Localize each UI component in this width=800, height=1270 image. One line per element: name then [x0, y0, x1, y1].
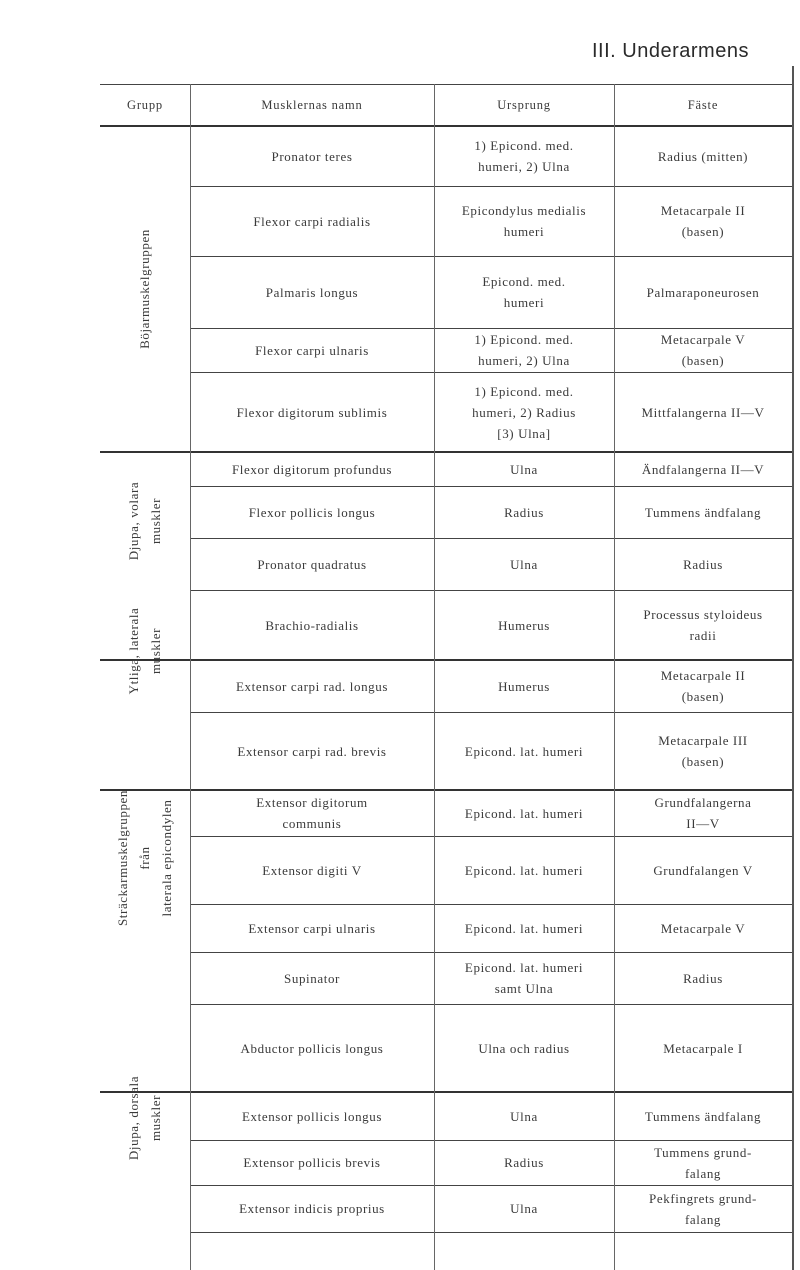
- insertion-cell: Grundfalangerna II—V: [654, 795, 752, 831]
- muscle-name-cell: Flexor digitorum sublimis: [236, 404, 388, 420]
- insertion-cell: Pekfingrets grund- falang: [649, 1190, 757, 1227]
- group-label: [100, 452, 190, 590]
- insertion-cell: Metacarpale V: [660, 920, 746, 936]
- origin-cell: Ulna: [510, 461, 538, 477]
- insertion-cell: Palmaraponeurosen: [646, 284, 760, 300]
- origin-cell: Radius: [504, 1155, 544, 1170]
- header-group: Grupp: [127, 97, 163, 112]
- group-label-text: Ytliga, laterala muskler: [126, 607, 163, 695]
- origin-cell: Ulna: [510, 1201, 538, 1216]
- group-label-text: Sträckarmuskelgruppen från laterala epicondylen: [115, 789, 174, 927]
- origin-cell: Ulna och radius: [478, 1040, 570, 1056]
- muscle-name-cell: Palmaris longus: [265, 284, 359, 300]
- muscle-name-cell: Extensor indicis proprius: [239, 1201, 385, 1216]
- insertion-cell: Radius (mitten): [657, 148, 749, 164]
- origin-cell: Epicond. lat. humeri: [464, 805, 584, 821]
- origin-cell: 1) Epicond. med. humeri, 2) Ulna: [474, 332, 574, 368]
- header-muscle-name: Musklernas namn: [261, 97, 363, 112]
- insertion-cell: Grundfalangen V: [653, 862, 753, 878]
- muscle-name-cell: Extensor carpi rad. brevis: [237, 743, 387, 759]
- insertion-cell: Metacarpale V (basen): [660, 332, 746, 368]
- muscle-name-cell: Flexor pollicis longus: [248, 504, 376, 520]
- origin-cell: Epicond. lat. humeri: [464, 743, 584, 759]
- muscle-name-cell: Extensor digiti V: [262, 862, 362, 878]
- muscle-name-cell: Extensor carpi rad. longus: [235, 678, 389, 694]
- group-label-text: Djupa, dorsala muskler: [126, 1075, 163, 1161]
- muscle-name-cell: Extensor digitorum communis: [256, 795, 368, 831]
- page-title: III. Underarmens: [592, 40, 749, 62]
- origin-cell: 1) Epicond. med. humeri, 2) Radius [3) Ulna]: [472, 383, 576, 441]
- insertion-cell: Ändfalangerna II—V: [641, 461, 765, 477]
- origin-cell: Epicond. lat. humeri samt Ulna: [464, 960, 584, 996]
- page-frame-right: [792, 66, 794, 1270]
- group-label: [100, 590, 190, 712]
- muscle-name-cell: Flexor digitorum profundus: [231, 461, 393, 477]
- insertion-cell: Metacarpale I: [663, 1040, 743, 1056]
- muscle-name-cell: Pronator quadratus: [257, 556, 367, 572]
- origin-cell: Epicond. lat. humeri: [464, 862, 584, 878]
- insertion-cell: Radius: [683, 556, 723, 572]
- group-label-text: Djupa, volara muskler: [126, 481, 163, 561]
- insertion-cell: Metacarpale III (basen): [658, 733, 748, 769]
- insertion-cell: Processus styloideus radii: [643, 607, 763, 643]
- origin-cell: Radius: [504, 504, 544, 520]
- table-rule: [190, 1232, 792, 1233]
- insertion-cell: Tummens ändfalang: [644, 504, 762, 520]
- origin-cell: Ulna: [510, 556, 538, 572]
- insertion-cell: Radius: [683, 970, 723, 986]
- origin-cell: Humerus: [498, 678, 550, 694]
- muscle-name-cell: Extensor carpi ulnaris: [248, 920, 376, 936]
- muscle-name-cell: Abductor pollicis longus: [240, 1040, 384, 1056]
- muscle-name-cell: Flexor carpi radialis: [253, 213, 371, 229]
- muscle-name-cell: Pronator teres: [271, 148, 353, 164]
- origin-cell: Epicond. lat. humeri: [464, 920, 584, 936]
- group-label: [100, 1004, 190, 1232]
- header-insertion: Fäste: [687, 97, 719, 112]
- muscle-name-cell: Supinator: [284, 970, 340, 986]
- muscle-name-cell: Brachio-radialis: [265, 617, 359, 633]
- origin-cell: Humerus: [498, 617, 550, 633]
- muscle-name-cell: Extensor pollicis brevis: [243, 1155, 381, 1170]
- insertion-cell: Metacarpale II (basen): [660, 668, 746, 704]
- insertion-cell: Metacarpale II (basen): [660, 203, 746, 239]
- insertion-cell: Mittfalangerna II—V: [641, 404, 765, 420]
- origin-cell: Epicond. med. humeri: [482, 274, 566, 310]
- table-rule: [100, 84, 792, 85]
- origin-cell: Epicondylus medialis humeri: [461, 203, 587, 239]
- group-label: [100, 712, 190, 1004]
- origin-cell: 1) Epicond. med. humeri, 2) Ulna: [474, 138, 574, 174]
- insertion-cell: Tummens ändfalang: [644, 1108, 762, 1124]
- header-origin: Ursprung: [497, 97, 551, 112]
- insertion-cell: Tummens grund- falang: [654, 1144, 752, 1181]
- muscle-name-cell: Extensor pollicis longus: [241, 1108, 383, 1124]
- muscle-name-cell: Flexor carpi ulnaris: [255, 342, 369, 358]
- group-label-text: Böjarmuskelgruppen: [137, 229, 152, 349]
- group-label: [100, 126, 190, 452]
- origin-cell: Ulna: [510, 1108, 538, 1124]
